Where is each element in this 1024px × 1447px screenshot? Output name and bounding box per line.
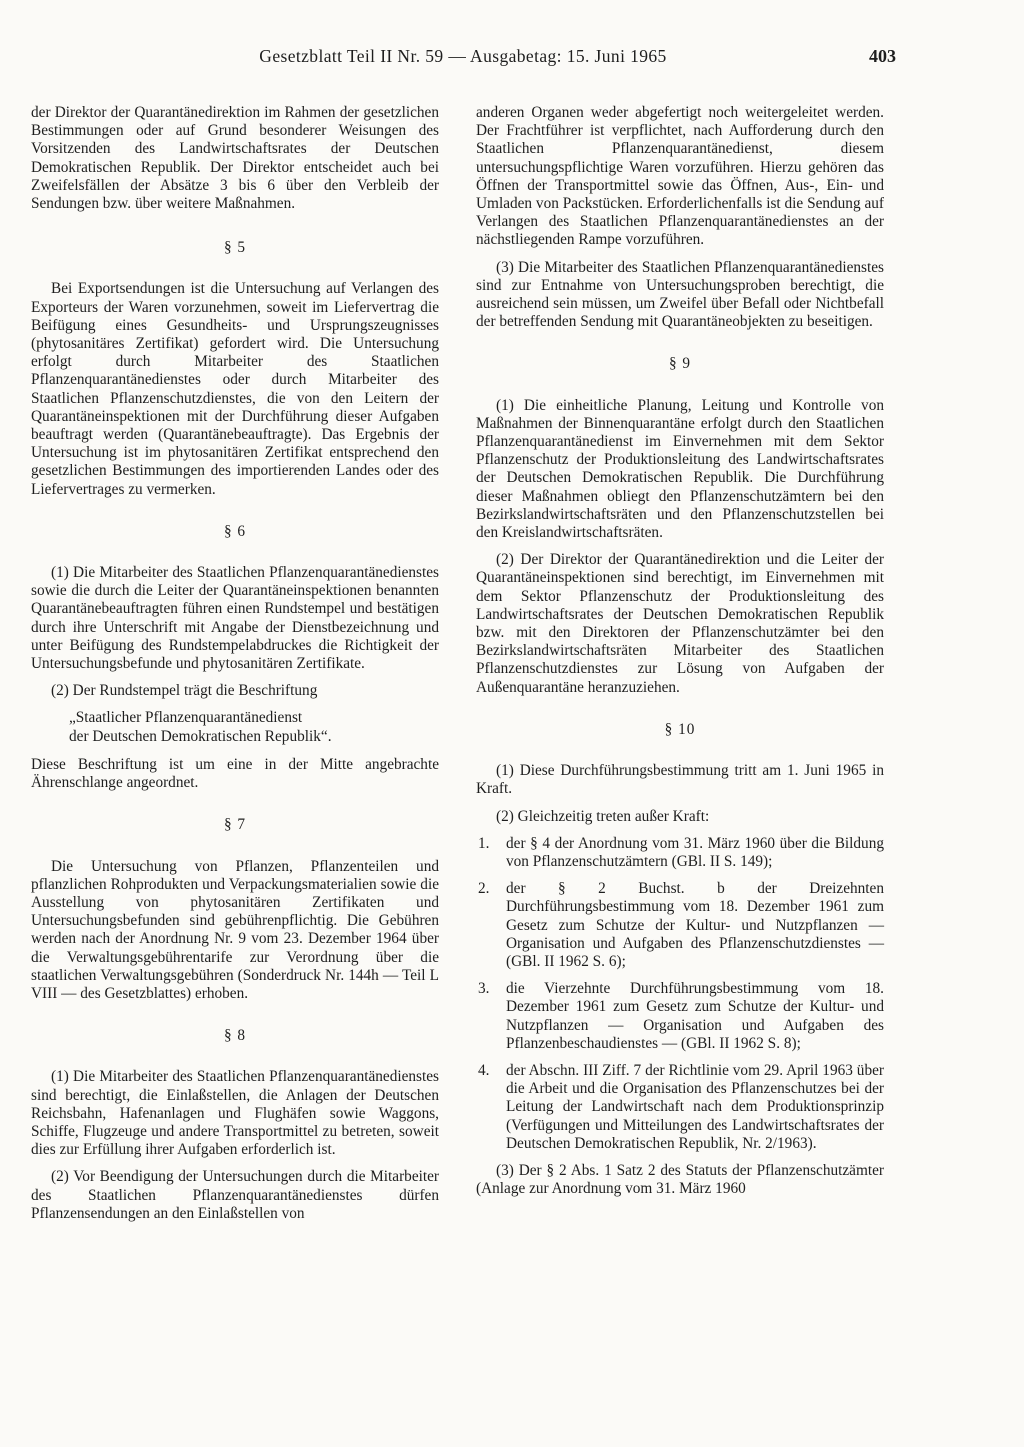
left-column	[31, 104, 439, 1232]
section-6-paragraph-1: (1) Die Mitarbeiter des Staatlichen Pflanzenquarantänedienstes sowie die durch die Leiter der Quarantäneinspektionen benannten Quarantänebeauftragten führen einen Rundstempel und bestätigen durch ihre Unterschrift mit Angabe der Dienstbezeichnung und unter Beifügung des Rundstempelabdruckes die Richtigkeit der Untersuchungsbefunde und phytosanitären Zertifikate.	[31, 564, 439, 673]
section-heading-10: § 10	[664, 720, 696, 738]
continued-paragraph: der Direktor der Quarantänedirektion im Rahmen der gesetzlichen Bestimmungen oder auf Grund besonderer Weisungen des Vorsitzenden des Landwirtschaftsrates der Deutschen Demokratischen Republik. Der Direktor entscheidet auch bei Zweifelsfällen der Absätze 3 bis 6 über den Verbleib der Sendungen bzw. über weitere Maßnahmen.	[31, 104, 439, 213]
right-column	[476, 104, 884, 1207]
quote-line: der Deutschen Demokratischen Republik“.	[69, 727, 332, 745]
page-number: 403	[869, 46, 896, 66]
list-item-text: der Abschn. III Ziff. 7 der Richtlinie vom 29. April 1963 über die Arbeit und die Organisation des Pflanzenschutzes bei der Leitung der Landwirtschaft nach dem Produktionsprinzip (Verfügungen und Mitteilungen des Landwirtschaftsrates der Deutschen Demokratischen Republik, Nr. 2/1963).	[506, 1061, 884, 1152]
list-item-number: 4.	[478, 1061, 490, 1079]
section-6-paragraph-3: Diese Beschriftung ist um eine in der Mitte angebrachte Ährenschlange angeordnet.	[31, 755, 439, 792]
section-8-paragraph-1: (1) Die Mitarbeiter des Staatlichen Pflanzenquarantänedienstes sind berechtigt, die Einlaßstellen, die Anlagen der Deutschen Reichsbahn, Hafenanlagen und Flughäfen sowie Waggons, Schiffe, Flugzeuge und andere Transportmittel zu betreten, soweit dies zur Erfüllung ihrer Aufgaben erforderlich ist.	[31, 1068, 439, 1159]
section-6-paragraph-2: (2) Der Rundstempel trägt die Beschriftung	[51, 682, 318, 700]
continued-paragraph: anderen Organen weder abgefertigt noch weitergeleitet werden. Der Frachtführer ist verpflichtet, nach Aufforderung durch den Staatlichen Pflanzenquarantänedienst, diesem untersuchungspflichtige Waren vorzuführen. Hierzu gehören das Öffnen der Transportmittel sowie das Öffnen, Aus-, Ein- und Umladen von Packstücken. Erforderlichenfalls ist die Sendung auf Verlangen des Staatlichen Pflanzenquarantänedienstes an der nächstliegenden Rampe vorzuführen.	[476, 104, 884, 249]
repealed-provisions-list	[476, 835, 884, 1153]
section-heading-6: § 6	[223, 522, 247, 540]
list-item-number: 1.	[478, 834, 490, 852]
section-8-paragraph-2: (2) Vor Beendigung der Untersuchungen durch die Mitarbeiter des Staatlichen Pflanzenquarantänedienstes dürfen Pflanzensendungen an den Einlaßstellen von	[31, 1168, 439, 1222]
section-10-paragraph-3: (3) Der § 2 Abs. 1 Satz 2 des Statuts der Pflanzenschutzämter (Anlage zur Anordnung vom 31. März 1960	[476, 1161, 884, 1198]
section-9-paragraph-1: (1) Die einheitliche Planung, Leitung und Kontrolle von Maßnahmen der Binnenquarantäne erfolgt durch den Staatlichen Pflanzenquarantänedienst im Einvernehmen mit dem Sektor Pflanzenschutz der Produktionsleitung des Landwirtschaftsrates der Deutschen Demokratischen Republik. Die Durchführung dieser Maßnahmen obliegt den Pflanzenschutzämtern bei den Bezirkslandwirtschaftsräten und den Pflanzenschutzstellen bei den Kreislandwirtschaftsräten.	[476, 396, 884, 542]
section-8-paragraph-3: (3) Die Mitarbeiter des Staatlichen Pflanzenquarantänedienstes sind zur Entnahme von Untersuchungsproben berechtigt, die ausreichend sein müssen, um Zweifel über Befall oder Nichtbefall der betreffenden Sendung mit Quarantäneobjekten zu beseitigen.	[476, 258, 884, 331]
section-10-paragraph-1: (1) Diese Durchführungsbestimmung tritt am 1. Juni 1965 in Kraft.	[476, 762, 884, 798]
list-item-number: 3.	[478, 980, 490, 998]
quote-line: „Staatlicher Pflanzenquarantänedienst	[69, 709, 303, 727]
section-5-text: Bei Exportsendungen ist die Untersuchung auf Verlangen des Exporteurs der Waren vorzunehmen, soweit im Liefervertrag die Beifügung eines Gesundheits- und Ursprungszeugnisses (phytosanitäres Zertifikat) gefordert wird. Die Untersuchung erfolgt durch Mitarbeiter des Staatlichen Pflanzenquarantänedienstes oder durch Mitarbeiter des Staatlichen Pflanzenschutzdienstes, die von den Leitern der Quarantäneinspektionen mit der Durchführung dieser Aufgaben beauftragt werden (Quarantänebeauftragte). Das Ergebnis der Untersuchung ist im phytosanitären Zertifikat entsprechend den gesetzlichen Bestimmungen des importierenden Landes oder des Liefervertrages zu vermerken.	[31, 280, 439, 498]
list-item	[476, 835, 884, 871]
running-header: Gesetzblatt Teil II Nr. 59 — Ausgabetag: 15. Juni 1965	[259, 46, 667, 66]
list-item-text: der § 4 der Anordnung vom 31. März 1960 über die Bildung von Pflanzenschutzämtern (GBl. II S. 149);	[506, 834, 884, 870]
section-9-paragraph-2: (2) Der Direktor der Quarantänedirektion und die Leiter der Quarantäneinspektionen sind berechtigt, im Einvernehmen mit dem Sektor Pflanzenschutz der Produktionsleitung des Landwirtschaftsrates der Deutschen Demokratischen Republik bzw. mit den Direktoren der Pflanzenschutzämter bei den Bezirkslandwirtschaftsräten Mitarbeiter des Staatlichen Pflanzenschutzdienstes zur Lösung von Aufgaben der Außenquarantäne heranzuziehen.	[476, 551, 884, 696]
section-heading-7: § 7	[223, 816, 247, 834]
section-heading-9: § 9	[668, 355, 692, 373]
list-item-text: die Vierzehnte Durchführungsbestimmung vom 18. Dezember 1961 zum Gesetz zum Schutze der Kultur- und Nutzpflanzen — Organisation und Aufgaben des Pflanzenbeschaudienstes — (GBl. II 1962 S. 8);	[506, 980, 884, 1052]
list-item	[476, 880, 884, 971]
list-item	[476, 980, 884, 1053]
section-10-paragraph-2: (2) Gleichzeitig treten außer Kraft:	[496, 807, 710, 825]
list-item-number: 2.	[478, 880, 490, 898]
list-item	[476, 1062, 884, 1153]
section-heading-8: § 8	[223, 1027, 247, 1045]
stamp-inscription-quote	[69, 709, 439, 745]
list-item-text: der § 2 Buchst. b der Dreizehnten Durchführungsbestimmung vom 18. Dezember 1961 zum Gesetz zum Schutze der Kultur- und Nutzpflanzen — Organisation und Aufgaben des Pflanzenschutzdienstes — (GBl. II 1962 S. 6);	[506, 880, 884, 970]
section-7-text: Die Untersuchung von Pflanzen, Pflanzenteilen und pflanzlichen Rohprodukten und Verpackungsmaterialien sowie die Ausstellung von phytosanitären Zertifikaten und Untersuchungsbefunden sind gebührenpflichtig. Die Gebühren werden nach der Anordnung Nr. 9 vom 23. Dezember 1964 über die Verwaltungsgebührentarife zur Verordnung über die staatlichen Verwaltungsgebühren (Sonderdruck Nr. 144h — Teil L VIII — des Gesetzblattes) erhoben.	[31, 857, 439, 1002]
section-heading-5: § 5	[223, 239, 247, 257]
